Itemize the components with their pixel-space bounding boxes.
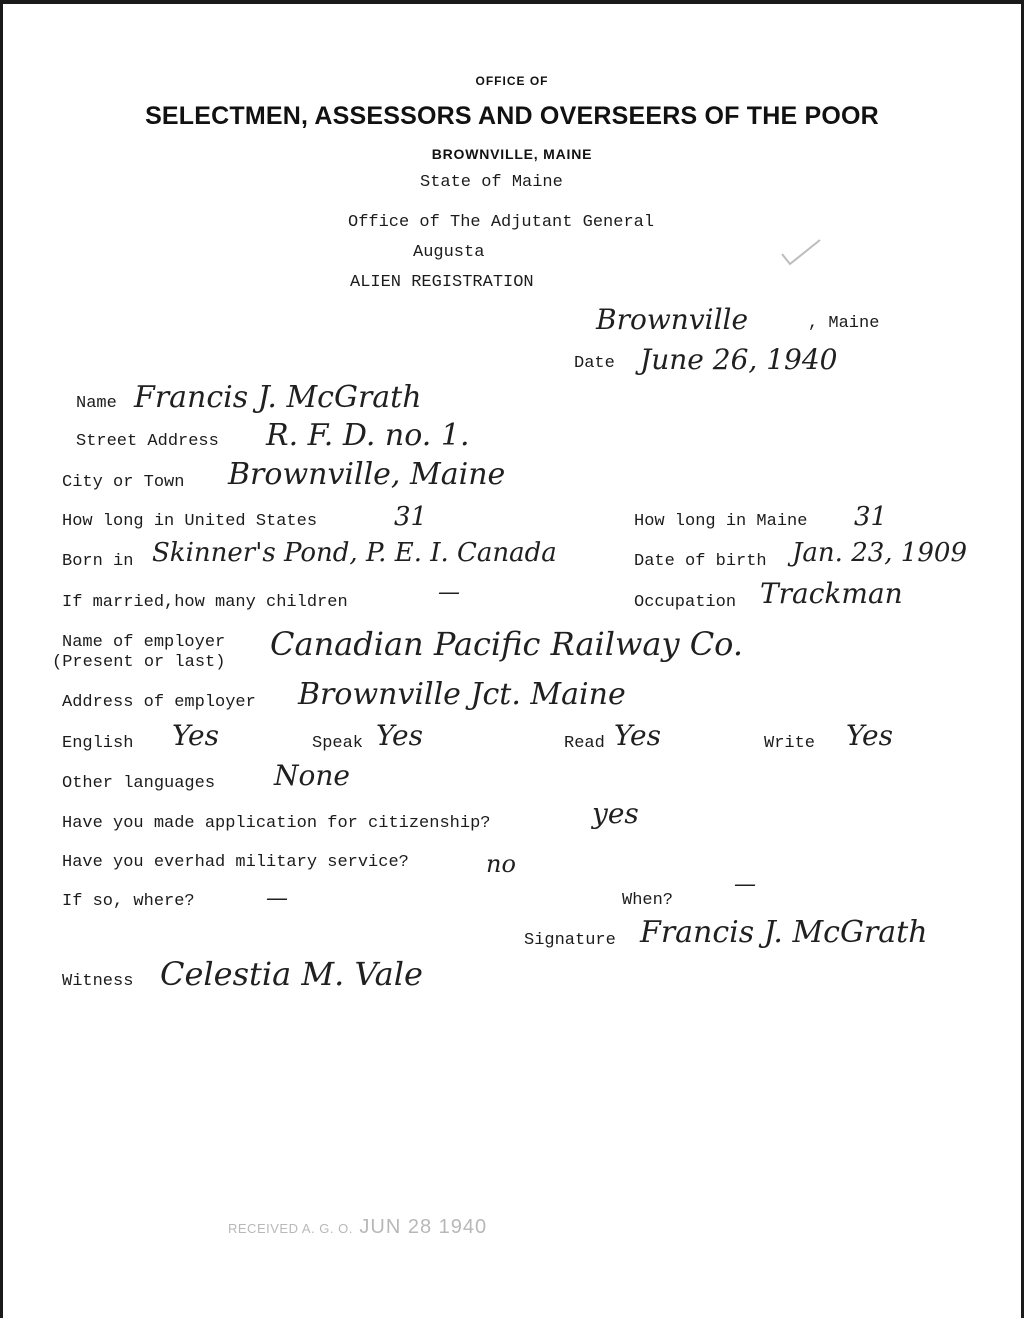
write-label: Write bbox=[764, 734, 816, 753]
born-in-value: Skinner's Pond, P. E. I. Canada bbox=[152, 538, 557, 568]
speak-label: Speak bbox=[312, 734, 364, 753]
other-languages-label: Other languages bbox=[62, 774, 216, 793]
signature-label: Signature bbox=[524, 931, 616, 950]
signature-value: Francis J. McGrath bbox=[640, 915, 928, 950]
citizenship-label: Have you made application for citizenship? bbox=[62, 814, 491, 833]
letterhead-office-of: OFFICE OF bbox=[475, 74, 549, 88]
military-value: no bbox=[486, 850, 516, 878]
citizenship-value: yes bbox=[592, 797, 639, 830]
english-value: Yes bbox=[172, 719, 219, 752]
date-label: Date bbox=[574, 354, 615, 373]
witness-label: Witness bbox=[62, 972, 134, 991]
how-long-maine-label: How long in Maine bbox=[634, 512, 808, 531]
employer-name-label: Name of employer bbox=[62, 633, 226, 652]
date-of-birth-value: Jan. 23, 1909 bbox=[792, 538, 967, 568]
street-address-value: R. F. D. no. 1. bbox=[266, 418, 470, 453]
received-stamp bbox=[228, 1216, 487, 1239]
children-label: If married,how many children bbox=[62, 593, 348, 612]
where-value: — bbox=[266, 886, 288, 911]
witness-value: Celestia M. Vale bbox=[160, 955, 423, 993]
street-address-label: Street Address bbox=[76, 432, 219, 451]
addressee-office: Office of The Adjutant General bbox=[348, 213, 655, 232]
where-label: If so, where? bbox=[62, 892, 195, 911]
date-value: June 26, 1940 bbox=[640, 343, 838, 376]
employer-address-label: Address of employer bbox=[62, 693, 256, 712]
received-stamp-date: JUN 28 1940 bbox=[359, 1216, 488, 1238]
occupation-value: Trackman bbox=[760, 577, 903, 610]
when-label: When? bbox=[622, 891, 674, 910]
children-value: — bbox=[438, 580, 460, 605]
write-value: Yes bbox=[846, 719, 893, 752]
military-label: Have you everhad military service? bbox=[62, 853, 409, 872]
name-value: Francis J. McGrath bbox=[134, 380, 422, 415]
english-label: English bbox=[62, 734, 134, 753]
form-title: ALIEN REGISTRATION bbox=[350, 273, 534, 292]
how-long-us-label: How long in United States bbox=[62, 512, 318, 531]
date-of-birth-label: Date of birth bbox=[634, 552, 767, 571]
occupation-label: Occupation bbox=[634, 593, 737, 612]
name-label: Name bbox=[76, 394, 117, 413]
how-long-maine-value: 31 bbox=[854, 502, 888, 532]
letterhead-town: BROWNVILLE, MAINE bbox=[431, 146, 593, 162]
employer-name-sublabel: (Present or last) bbox=[52, 653, 226, 672]
city-label: City or Town bbox=[62, 473, 185, 492]
when-value: — bbox=[734, 872, 756, 897]
scan-border-left bbox=[0, 0, 3, 1318]
employer-address-value: Brownville Jct. Maine bbox=[298, 677, 626, 712]
speak-value: Yes bbox=[376, 719, 423, 752]
how-long-us-value: 31 bbox=[394, 502, 428, 532]
read-value: Yes bbox=[614, 719, 661, 752]
other-languages-value: None bbox=[274, 759, 350, 792]
scan-border-top bbox=[0, 0, 1024, 4]
addressee-state: State of Maine bbox=[420, 173, 563, 192]
addressee-city: Augusta bbox=[413, 243, 485, 262]
letterhead-title: SELECTMEN, ASSESSORS AND OVERSEERS OF THE POOR bbox=[145, 102, 879, 130]
city-value: Brownville, Maine bbox=[228, 457, 506, 492]
born-in-label: Born in bbox=[62, 552, 134, 571]
read-label: Read bbox=[564, 734, 605, 753]
state-label: , Maine bbox=[808, 314, 880, 333]
checkmark-icon bbox=[778, 236, 824, 268]
place-value: Brownville bbox=[596, 303, 749, 336]
employer-name-value: Canadian Pacific Railway Co. bbox=[270, 625, 744, 663]
received-stamp-prefix: RECEIVED A. G. O. bbox=[228, 1221, 353, 1236]
